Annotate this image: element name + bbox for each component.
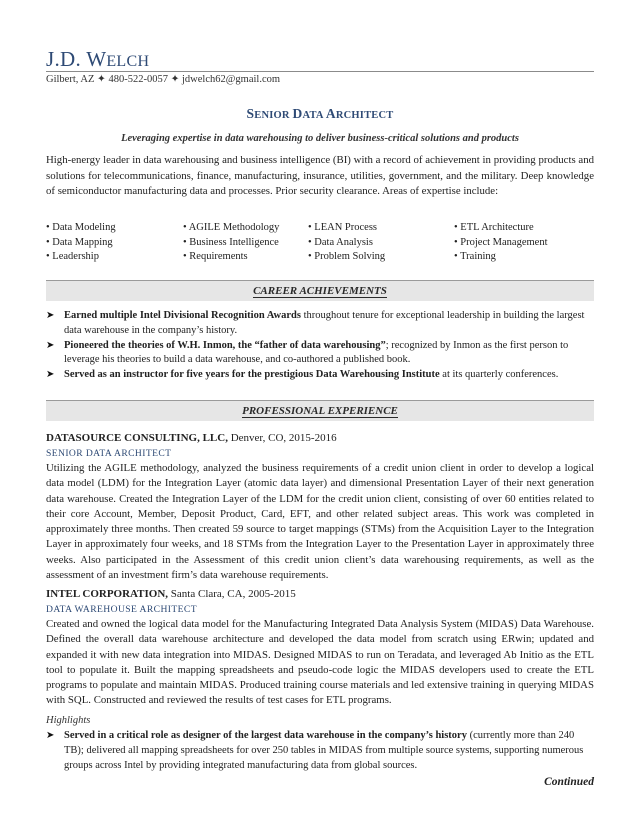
achievements-list: [46, 309, 594, 383]
achievement-text: at its quarterly conferences.: [439, 369, 559, 381]
candidate-name: [46, 47, 149, 72]
skills-column-2: [183, 221, 279, 265]
highlight-strong: Served in a critical role as designer of the largest data warehouse in the company’s history: [64, 730, 467, 741]
summary-paragraph: High-energy leader in data warehousing and business intelligence (BI) with a record of achievement in providing products and solutions for telecommunications, finance, manufacturing, insurance, utilities, government, and the military. Deep knowledge of semiconductor manufacturing data and processes. Prior security clearance. Areas of expertise include:: [46, 154, 594, 197]
highlight-item: [46, 729, 594, 773]
arrow-bullet-icon: ➤: [46, 339, 55, 351]
achievement-highlight: Pioneered the theories of W.H. Inmon, the “father of data warehousing”: [64, 339, 386, 351]
skill-item: • Requirements: [183, 251, 248, 262]
job-title: DATA WAREHOUSE ARCHITECT: [46, 604, 197, 615]
skill-item: • Business Intelligence: [183, 236, 279, 248]
skill-item: • Project Management: [454, 236, 548, 248]
header-rule: [46, 71, 594, 72]
achievement-highlight: Served as an instructor for five years for the prestigious Data Warehousing Institute: [64, 369, 440, 381]
achievement-item: [46, 339, 594, 369]
arrow-bullet-icon: ➤: [46, 369, 55, 381]
title-part: ENIOR: [254, 110, 293, 121]
title-part: S: [246, 106, 255, 121]
achievement-item: [46, 309, 594, 339]
title-part: A: [325, 106, 336, 121]
skill-item: • ETL Architecture: [454, 222, 534, 233]
highlights-list: [46, 729, 594, 773]
achievement-highlight: Earned multiple Intel Divisional Recognition Awards: [64, 310, 301, 321]
skill-item: • Problem Solving: [308, 251, 386, 262]
skill-item: • Leadership: [46, 251, 99, 262]
achievement-text: ; recognized by Inmon as the first person to leverage his theories to build a data warehouse, and co-authored a published book.: [64, 339, 569, 366]
company-name: DATASOURCE CONSULTING, LLC,: [46, 432, 228, 444]
continued-note: Continued: [544, 776, 594, 788]
skill-item: • Training: [454, 251, 496, 262]
job-title: SENIOR DATA ARCHITECT: [46, 448, 172, 459]
job-location-dates: Santa Clara, CA, 2005-2015: [168, 588, 296, 600]
contact-line: Gilbert, AZ ✦ 480-522-0057 ✦ jdwelch62@gmail.com: [46, 74, 281, 85]
job-description: Created and owned the logical data model for the Manufacturing Integrated Data Analysis System (MIDAS) Data Warehouse. Defined the overall data warehouse architecture and developed the data model from scratch using ERwin; updated and expanded it with new data integration into MIDAS. Designed MIDAS to run on Teradata, and leveraged Ab Initio as the ETL tool to populate it. Built the mapping spreadsheets and pseudo-code logic the MIDAS developers used to create the ETL programs to populate and maintain MIDAS. Produced training course materials and led extensive training in querying MIDAS with SQL. Constructed and reviewed the results of test cases for ETL programs.: [46, 618, 594, 707]
skill-item: • LEAN Process: [308, 222, 377, 233]
title-part: ATA: [302, 110, 326, 121]
title-part: D: [292, 106, 303, 121]
skill-item: • AGILE Methodology: [183, 222, 280, 233]
name-initials: J.D. W: [46, 47, 107, 71]
highlight-text: (currently more than 240 TB); delivered all mapping spreadsheets for over 250 tables in MIDAS from multiple source systems, supporting numerous groups across Intel by providing integrated manufacturing data from global sources.: [64, 730, 584, 771]
tagline: Leveraging expertise in data warehousing to deliver business-critical solutions and products: [121, 133, 519, 144]
skills-column-3: [308, 221, 385, 265]
section-title: CAREER ACHIEVEMENTS: [253, 285, 387, 297]
skills-column-4: [454, 221, 547, 265]
title-part: RCHITECT: [335, 110, 394, 121]
section-header-experience: [46, 400, 594, 421]
achievement-text: throughout tenure for exceptional leadership in building the largest data warehouse in the company’s history.: [64, 310, 585, 336]
company-name: INTEL CORPORATION,: [46, 588, 169, 600]
section-header-achievements: [46, 280, 594, 301]
skill-item: • Data Analysis: [308, 236, 373, 248]
arrow-bullet-icon: ➤: [46, 310, 55, 321]
job-location-dates: Denver, CO, 2015-2016: [227, 432, 337, 444]
job-heading: [46, 432, 337, 444]
job-description: Utilizing the AGILE methodology, analyzed the business requirements of a credit union client in order to develop a logical data model (LDM) for the Integration Layer (atomic data layer) and dimensional Presentation Layer of their next generation data warehouse. Created the Integration Layer of the LDM for the credit union client, consisting of over 60 entities related to their core Account, Member, Deposit Product, Card, EFT, and other related subject areas. This work was completed in approximately three months. Then created 59 source to target mappings (STMs) from the Acquisition Layer to the Integration Layer in approximately four weeks, and 18 STMs from the Integration Layer to the Presentation Layer in approximately three weeks. Also participated in the Assessment of this credit union client’s data warehousing requirements, as well as the assessment of an investment firm’s data warehouse requirements.: [46, 462, 594, 582]
role-title: [46, 106, 594, 122]
name-rest: ELCH: [106, 53, 150, 70]
skill-item: • Data Mapping: [46, 236, 113, 248]
highlights-label: Highlights: [46, 715, 91, 726]
section-title: PROFESSIONAL EXPERIENCE: [242, 405, 398, 417]
skill-item: • Data Modeling: [46, 222, 116, 233]
skills-column-1: [46, 221, 116, 265]
job-heading: [46, 588, 296, 600]
arrow-bullet-icon: ➤: [46, 730, 55, 741]
achievement-item: [46, 368, 594, 383]
